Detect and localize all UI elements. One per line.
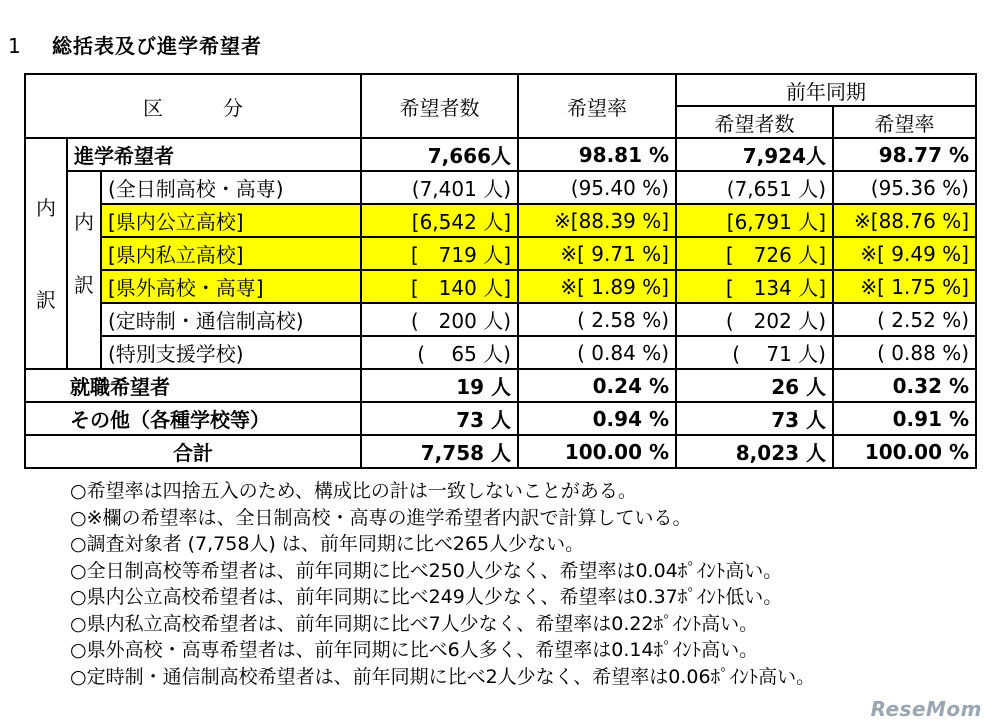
note-item: ○定時制・通信制高校希望者は、前年同期に比べ2人少なく、希望率は0.06ﾎﾟｲﾝﾄ高い。 bbox=[70, 665, 816, 688]
cell-rate: 0.24 % bbox=[518, 369, 676, 402]
cell-prev-rate: ( 0.88 %) bbox=[833, 336, 976, 369]
cell-rate: 0.94 % bbox=[518, 402, 676, 435]
cell-prev-count: 73 人 bbox=[676, 402, 833, 435]
table-row bbox=[25, 303, 976, 336]
cell-rate: 98.81 % bbox=[518, 138, 676, 171]
cell-count: ( 65 人) bbox=[361, 336, 518, 369]
cell-count: 7,758 人 bbox=[361, 435, 518, 468]
table-row bbox=[25, 237, 976, 270]
table-row bbox=[25, 336, 976, 369]
cell-prev-count: ( 71 人) bbox=[676, 336, 833, 369]
inner-spacer: 内 訳 bbox=[67, 171, 101, 369]
row-label: (全日制高校・高専) bbox=[101, 171, 361, 204]
row-label: (定時制・通信制高校) bbox=[101, 303, 361, 336]
cell-prev-rate: ※[ 1.75 %] bbox=[833, 270, 976, 303]
cell-rate: 100.00 % bbox=[518, 435, 676, 468]
header-prev-count: 希望者数 bbox=[676, 106, 833, 138]
table-row bbox=[25, 369, 976, 402]
note-item: ○希望率は四捨五入のため、構成比の計は一致しないことがある。 bbox=[70, 480, 637, 502]
cell-prev-count: 8,023 人 bbox=[676, 435, 833, 468]
row-label: その他（各種学校等） bbox=[25, 402, 361, 435]
uchiwake-label: 内 訳 bbox=[25, 138, 67, 369]
cell-count: [ 140 人] bbox=[361, 270, 518, 303]
table-row bbox=[25, 138, 976, 171]
row-label: 進学希望者 bbox=[67, 138, 361, 171]
header-count: 希望者数 bbox=[361, 74, 518, 138]
cell-count: [ 719 人] bbox=[361, 237, 518, 270]
cell-prev-count: [6,791 人] bbox=[676, 204, 833, 237]
table-row bbox=[25, 171, 976, 204]
cell-prev-count: [ 726 人] bbox=[676, 237, 833, 270]
cell-prev-rate: ( 2.52 %) bbox=[833, 303, 976, 336]
page-title bbox=[8, 30, 262, 59]
table-row bbox=[25, 402, 976, 435]
note-item: ○※欄の希望率は、全日制高校・高専の進学希望者内訳で計算している。 bbox=[70, 506, 692, 529]
note-item: ○全日制高校等希望者は、前年同期に比べ250人少なく、希望率は0.04ﾎﾟｲﾝﾄ高い。 bbox=[70, 559, 783, 582]
section-number: 1 bbox=[8, 34, 22, 58]
note-item: ○調査対象者 (7,758人) は、前年同期に比べ265人少ない。 bbox=[70, 533, 585, 555]
cell-prev-rate: 100.00 % bbox=[833, 435, 976, 468]
cell-prev-count: 7,924人 bbox=[676, 138, 833, 171]
cell-rate: ※[88.39 %] bbox=[518, 204, 676, 237]
cell-rate: ※[ 1.89 %] bbox=[518, 270, 676, 303]
summary-table bbox=[24, 73, 977, 469]
inner-uchiwake-label: 内 bbox=[74, 210, 94, 234]
note-item: ○県外高校・高専希望者は、前年同期に比べ6人多く、希望率は0.14ﾎﾟｲﾝﾄ高い。 bbox=[70, 639, 759, 661]
cell-count: ( 200 人) bbox=[361, 303, 518, 336]
cell-prev-count: 26 人 bbox=[676, 369, 833, 402]
cell-count: (7,401 人) bbox=[361, 171, 518, 204]
cell-prev-rate: 0.32 % bbox=[833, 369, 976, 402]
row-label: (特別支援学校) bbox=[101, 336, 361, 369]
watermark-logo: ReseMom bbox=[870, 697, 982, 721]
header-kubun: 区 分 bbox=[25, 74, 361, 138]
notes-list bbox=[70, 478, 815, 690]
cell-count: 73 人 bbox=[361, 402, 518, 435]
cell-count: 7,666人 bbox=[361, 138, 518, 171]
header-prev-period: 前年同期 bbox=[676, 74, 976, 106]
cell-prev-rate: 0.91 % bbox=[833, 402, 976, 435]
row-label: [県内公立高校] bbox=[101, 204, 361, 237]
cell-rate: (95.40 %) bbox=[518, 171, 676, 204]
row-label: [県内私立高校] bbox=[101, 237, 361, 270]
cell-prev-rate: 98.77 % bbox=[833, 138, 976, 171]
table-row bbox=[25, 204, 976, 237]
row-label: 合計 bbox=[25, 435, 361, 468]
cell-prev-count: [ 134 人] bbox=[676, 270, 833, 303]
cell-rate: ( 0.84 %) bbox=[518, 336, 676, 369]
cell-count: 19 人 bbox=[361, 369, 518, 402]
cell-prev-rate: ※[88.76 %] bbox=[833, 204, 976, 237]
cell-prev-count: ( 202 人) bbox=[676, 303, 833, 336]
cell-prev-rate: ※[ 9.49 %] bbox=[833, 237, 976, 270]
row-label: [県外高校・高専] bbox=[101, 270, 361, 303]
cell-prev-rate: (95.36 %) bbox=[833, 171, 976, 204]
table-row-total bbox=[25, 435, 976, 468]
row-label: 就職希望者 bbox=[25, 369, 361, 402]
section-title: 総括表及び進学希望者 bbox=[52, 34, 262, 58]
cell-rate: ( 2.58 %) bbox=[518, 303, 676, 336]
cell-count: [6,542 人] bbox=[361, 204, 518, 237]
header-rate: 希望率 bbox=[518, 74, 676, 138]
cell-rate: ※[ 9.71 %] bbox=[518, 237, 676, 270]
note-item: ○県内私立高校希望者は、前年同期に比べ7人少なく、希望率は0.22ﾎﾟｲﾝﾄ高い。 bbox=[70, 612, 759, 635]
note-item: ○県内公立高校希望者は、前年同期に比べ249人少なく、希望率は0.37ﾎﾟｲﾝﾄ低い。 bbox=[70, 586, 783, 608]
header-prev-rate: 希望率 bbox=[833, 106, 976, 138]
cell-prev-count: (7,651 人) bbox=[676, 171, 833, 204]
table-row bbox=[25, 270, 976, 303]
